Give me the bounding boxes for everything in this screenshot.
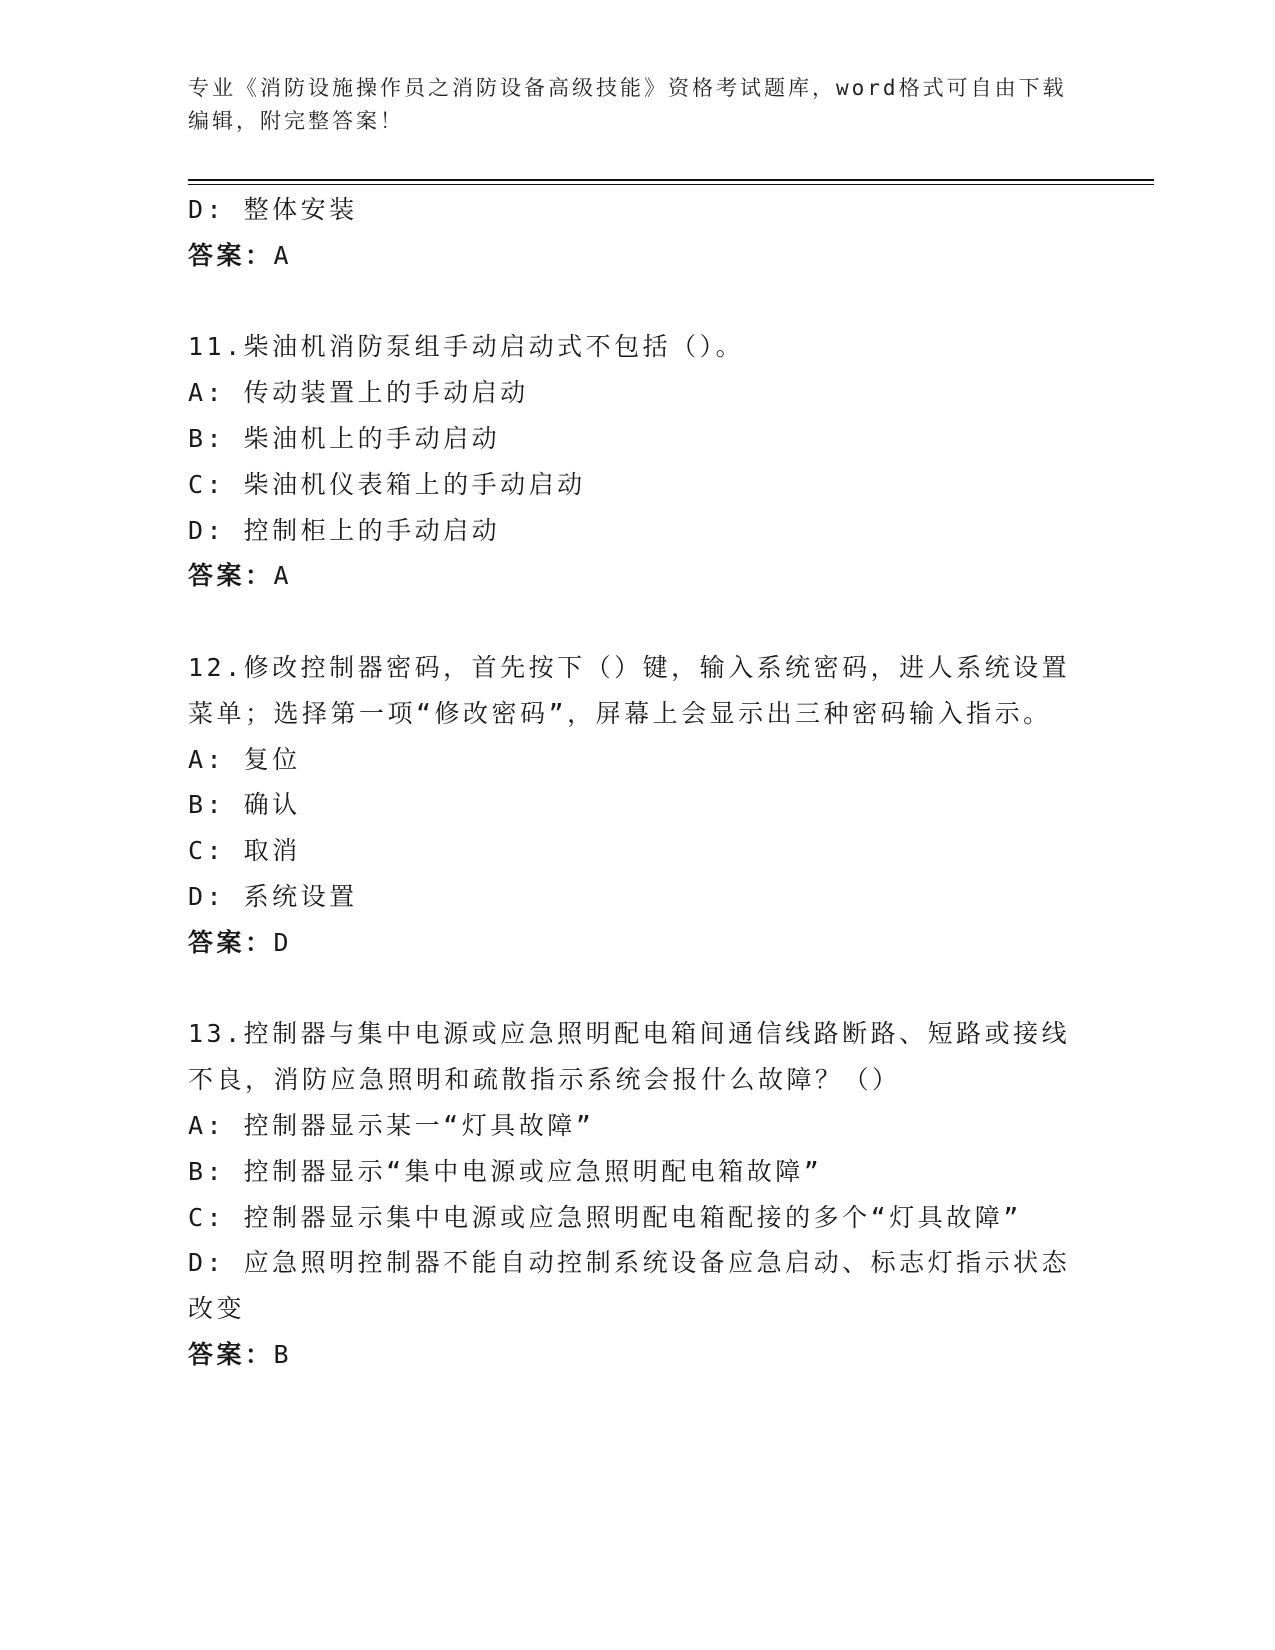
option-c: C: 控制器显示集中电源或应急照明配电箱配接的多个“灯具故障” [188,1202,1022,1232]
option-d: D: 整体安装 [188,195,358,224]
answer-line [188,233,1088,279]
answer-label: 答案： [188,240,274,270]
question-12 [188,645,1088,966]
answer-value: B [273,1339,293,1369]
option-a: A: 传动装置上的手动启动 [188,378,529,408]
header-divider-thick [188,179,1154,181]
answer-line [188,1332,1088,1378]
document-header: 专业《消防设施操作员之消防设备高级技能》资格考试题库，word格式可自由下载编辑，附完整答案！ [188,76,1067,133]
option-d: D: 应急照明控制器不能自动控制系统设备应急启动、标志灯指示状态改变 [188,1248,1071,1324]
question-13 [188,1011,1088,1377]
answer-value: A [273,240,293,270]
question-stem: 11.柴油机消防泵组手动启动式不包括（）。 [188,332,745,362]
option-d: D: 系统设置 [188,881,358,911]
option-a: A: 控制器显示某一“灯具故障” [188,1110,595,1140]
answer-line [188,920,1088,966]
answer-label: 答案： [188,561,274,591]
question-stem: 12.修改控制器密码，首先按下（）键，输入系统密码，进人系统设置菜单；选择第一项“修改密码”，屏幕上会显示出三种密码输入指示。 [188,652,1071,728]
option-b: B: 控制器显示“集中电源或应急照明配电箱故障” [188,1156,823,1186]
option-b: B: 柴油机上的手动启动 [188,423,501,453]
answer-label: 答案： [188,1339,274,1369]
answer-value: D [273,927,293,957]
answer-line [188,553,1088,599]
option-a: A: 复位 [188,744,301,774]
answer-value: A [273,561,293,591]
option-c: C: 柴油机仪表箱上的手动启动 [188,469,586,499]
option-d: D: 控制柜上的手动启动 [188,515,501,545]
option-b: B: 确认 [188,790,301,820]
option-c: C: 取消 [188,836,301,866]
previous-question-tail [188,187,1088,279]
header-divider-thin [188,184,1154,185]
question-11 [188,324,1088,599]
document-body [188,187,1088,1378]
question-stem: 13.控制器与集中电源或应急照明配电箱间通信线路断路、短路或接线不良，消防应急照明和疏散指示系统会报什么故障？（） [188,1019,1071,1095]
answer-label: 答案： [188,927,274,957]
